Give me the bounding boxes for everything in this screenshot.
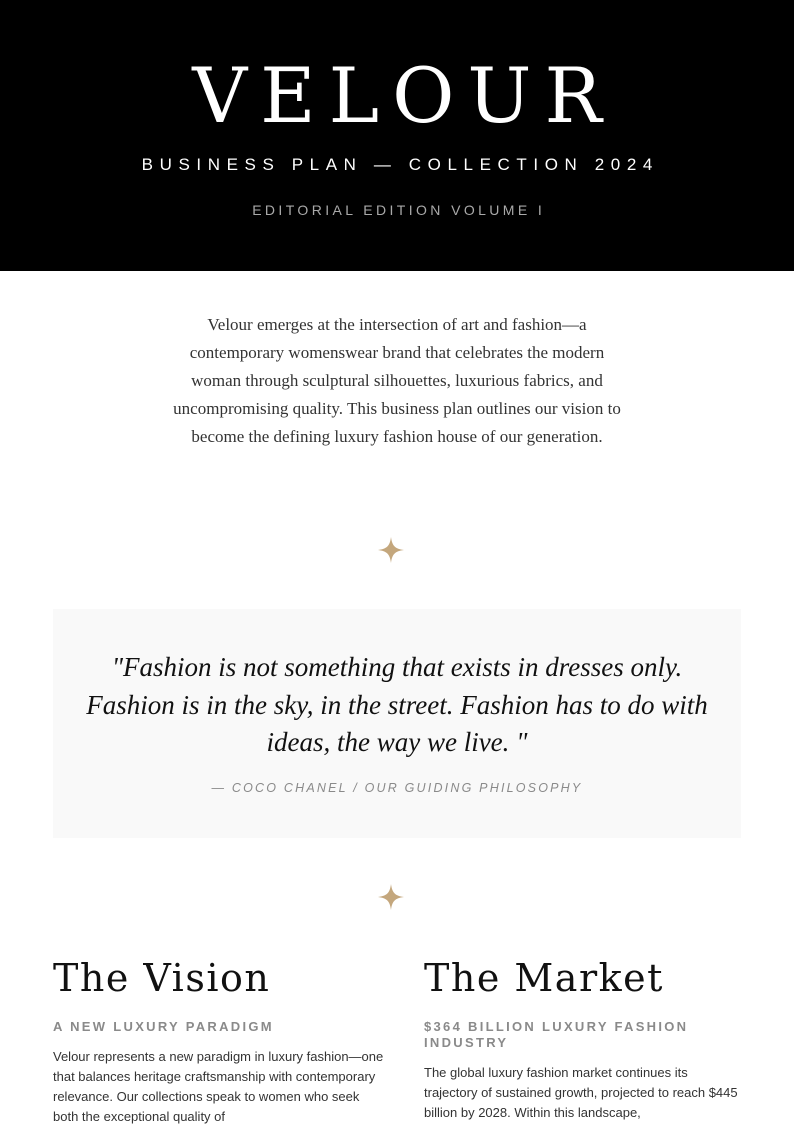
document-subtitle: BUSINESS PLAN — COLLECTION 2024 [141,155,659,174]
market-subheading: $364 BILLION LUXURY FASHION INDUSTRY [424,1019,689,1050]
vision-subheading: A NEW LUXURY PARADIGM [53,1019,274,1034]
four-point-star-icon [377,883,405,911]
vision-heading: The Vision [53,956,271,1000]
market-section [424,953,741,1123]
four-point-star-icon [377,536,405,564]
brand-title: VELOUR [192,51,615,140]
masthead [0,0,794,271]
market-body: The global luxury fashion market continues its trajectory of sustained growth, projected to reach $445 billion by 2028. Within this landscape, [424,1065,738,1120]
vision-section [53,953,388,1127]
quote-attribution: — COCO CHANEL / OUR GUIDING PHILOSOPHY [211,781,583,795]
edition-label: EDITORIAL EDITION VOLUME I [252,202,546,218]
intro-paragraph: Velour emerges at the intersection of art and fashion—a contemporary womenswear brand that celebrates the modern woman through sculptural silhouettes, luxurious fabrics, and uncompromising quality. This business plan outlines our vision to become the defining luxury fashion house of our generation. [173,315,621,446]
quote-panel [53,609,741,838]
quote-text: "Fashion is not something that exists in dresses only. Fashion is in the sky, in the street. Fashion has to do with ideas, the way we live. " [86,652,708,757]
market-heading: The Market [424,956,664,1000]
vision-body: Velour represents a new paradigm in luxury fashion—one that balances heritage craftsmanship with contemporary relevance. Our collections speak to women who seek both the exceptional quality of [53,1049,384,1124]
